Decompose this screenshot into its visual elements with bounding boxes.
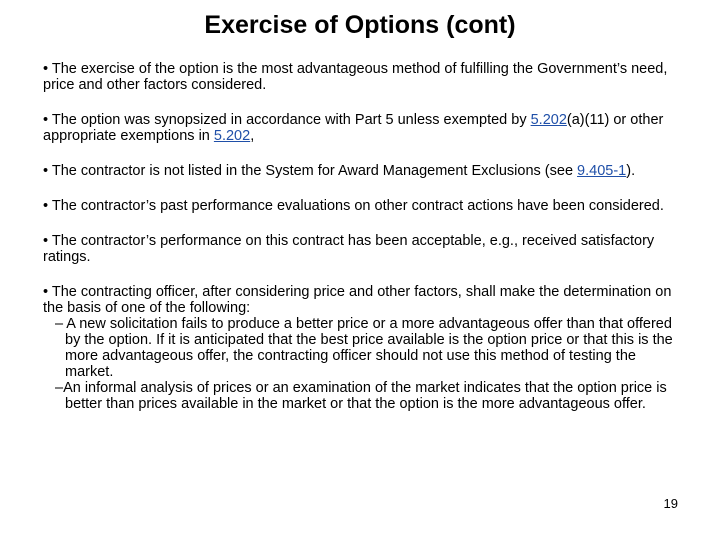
- far-link-5-202[interactable]: 5.202: [213, 128, 251, 144]
- bullet-text: ,: [250, 128, 255, 144]
- bullet-item: [43, 163, 683, 179]
- bullet-item: [43, 284, 683, 412]
- bullet-text: • The option was synopsized in accordance with Part 5 unless exempted by: [43, 112, 531, 128]
- sub-bullet-item: –An informal analysis of prices or an examination of the market indicates that the option price is better than prices available in the market or that the option is the more advantageous offer.: [55, 380, 667, 412]
- bullet-text: • The contractor’s past performance evaluations on other contract actions have been considered.: [43, 198, 664, 214]
- sub-bullet-item: – A new solicitation fails to produce a better price or a more advantageous offer than that offered by the option. If it is anticipated that the best price available is the option price or that this is the more advantageous offer, the contracting officer should not use this method of testing the market.: [55, 316, 673, 380]
- bullet-text: • The contractor is not listed in the System for Award Management Exclusions (see: [43, 163, 578, 179]
- bullet-item: [43, 198, 683, 214]
- sub-bullet-list: [43, 316, 683, 412]
- bullet-item: [43, 61, 683, 93]
- bullet-list: [43, 61, 683, 431]
- bullet-item: [43, 112, 683, 144]
- page-number: 19: [663, 496, 678, 511]
- bullet-text: (a)(11) or other appropriate exemptions in: [43, 112, 664, 144]
- bullet-text: ).: [626, 163, 636, 179]
- bullet-text: • The exercise of the option is the most advantageous method of fulfilling the Government’s need, price and other factors considered.: [43, 61, 668, 93]
- slide-title: Exercise of Options (cont): [204, 11, 516, 39]
- bullet-text: • The contracting officer, after considering price and other factors, shall make the determination on the basis of one of the following:: [43, 284, 672, 316]
- far-link-9-405-1[interactable]: 9.405-1: [577, 163, 627, 179]
- far-link-5-202[interactable]: 5.202: [530, 112, 567, 128]
- bullet-text: • The contractor’s performance on this contract has been acceptable, e.g., received satisfactory ratings.: [43, 233, 655, 265]
- bullet-item: [43, 233, 683, 265]
